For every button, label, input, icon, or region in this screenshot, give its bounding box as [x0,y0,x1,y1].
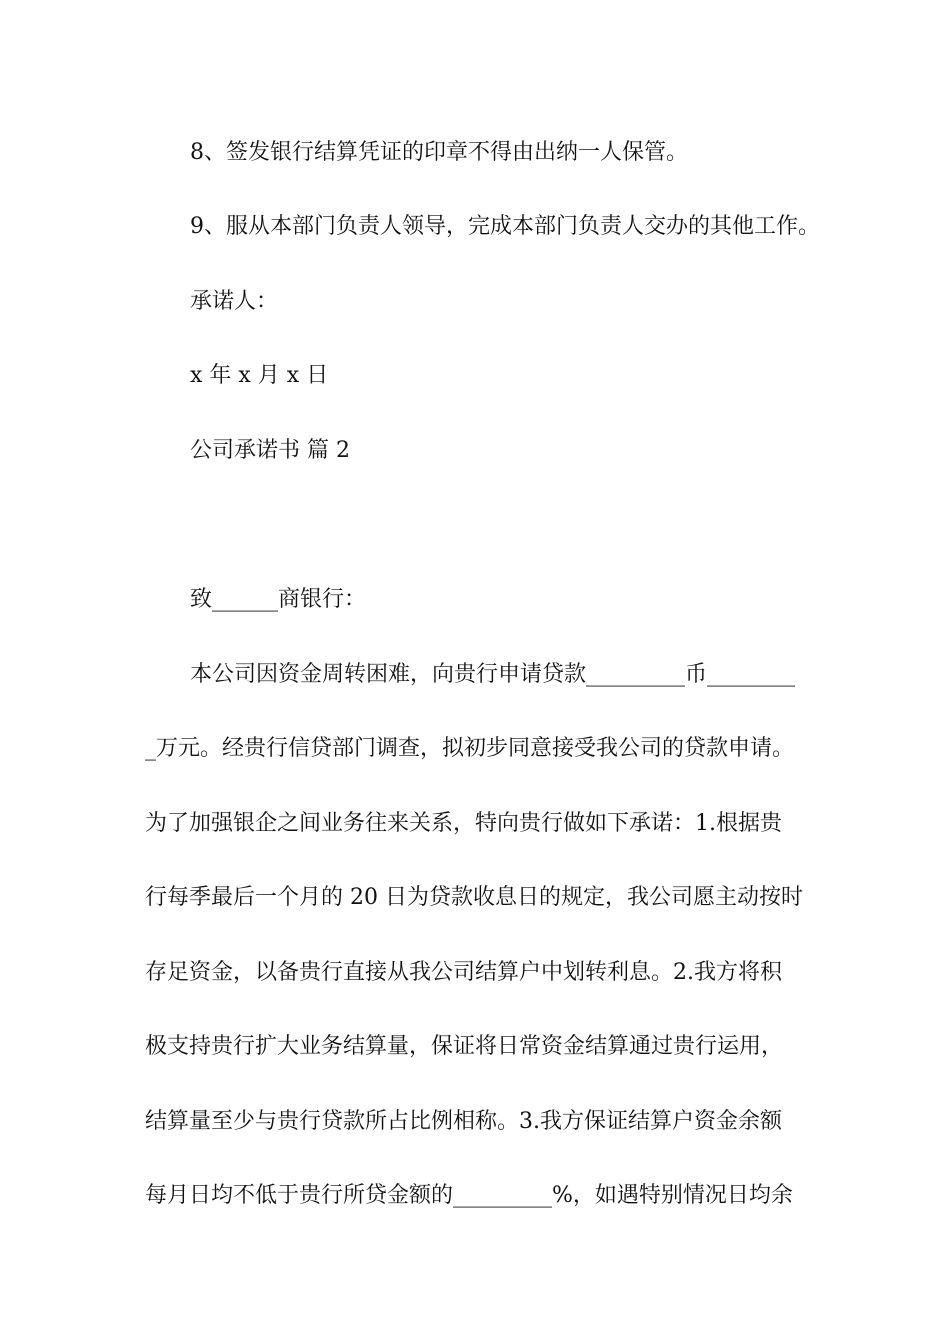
body-text-line: 本公司因资金周转困难，向贵行申请贷款_________币________ [190,662,796,687]
salutation: 致______商银行： [190,587,367,612]
clause-9: 9、服从本部门负责人领导，完成本部门负责人交办的其他工作。 [190,214,820,239]
body-text-line: 结算量至少与贵行贷款所占比例相称。3.我方保证结算户资金余额 [145,1109,782,1134]
section-heading: 公司承诺书 篇 2 [190,438,350,463]
body-text-line: 存足资金，以备贵行直接从我公司结算户中划转利息。2.我方将积 [145,960,782,985]
body-text-line: 极支持贵行扩大业务结算量，保证将日常资金结算通过贵行运用， [145,1034,784,1059]
body-text-line: 每月日均不低于贵行所贷金额的_________%，如遇特别情况日均余 [145,1183,793,1208]
clause-8: 8、签发银行结算凭证的印章不得由出纳一人保管。 [190,140,688,165]
date-line: x 年 x 月 x 日 [190,363,329,388]
body-text-line: 为了加强银企之间业务往来关系，特向贵行做如下承诺：1.根据贵 [145,811,782,836]
body-text-line: _万元。经贵行信贷部门调查，拟初步同意接受我公司的贷款申请。 [145,736,795,761]
body-text-line: 行每季最后一个月的 20 日为贷款收息日的规定，我公司愿主动按时 [145,885,803,910]
promisor-label: 承诺人： [190,289,279,314]
